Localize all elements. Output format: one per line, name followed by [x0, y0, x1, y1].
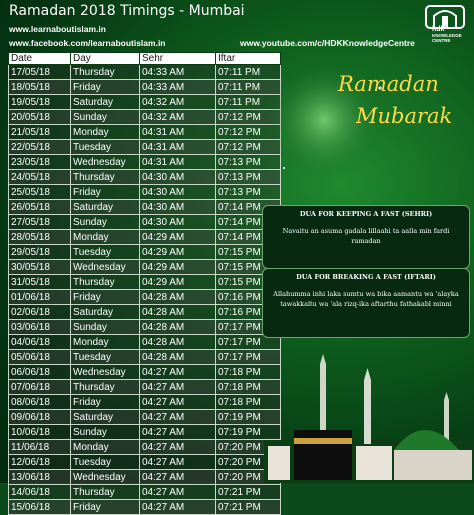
header-date: Date: [9, 53, 71, 65]
cell-date: 05/06/18: [9, 350, 71, 365]
table-row: [9, 335, 281, 350]
dua-sehri-heading: DUA FOR KEEPING A FAST (SEHRI): [299, 210, 433, 218]
cell-sehr: 04:27 AM: [140, 395, 216, 410]
cell-iftar: 07:19 PM: [216, 425, 281, 440]
cell-day: Sunday: [71, 425, 140, 440]
cell-date: 30/05/18: [9, 260, 71, 275]
cell-iftar: 07:11 PM: [216, 95, 281, 110]
table-row: [9, 500, 281, 515]
cell-sehr: 04:31 AM: [140, 140, 216, 155]
table-row: [9, 245, 281, 260]
cell-date: 20/05/18: [9, 110, 71, 125]
cell-sehr: 04:27 AM: [140, 425, 216, 440]
timings-body: [9, 65, 281, 515]
timings-table: [8, 52, 281, 515]
table-row: [9, 395, 281, 410]
cell-iftar: 07:20 PM: [216, 455, 281, 470]
dua-iftari-text: Allahumma inhi laka sumtu wa bika aamantu wa 'alayka tawakkaltu wa 'ala rizq-ika aftarthu fathakabl minni: [273, 290, 459, 308]
cell-date: 23/05/18: [9, 155, 71, 170]
cell-date: 10/06/18: [9, 425, 71, 440]
cell-sehr: 04:27 AM: [140, 440, 216, 455]
table-row: [9, 350, 281, 365]
facebook-link[interactable]: www.facebook.com/learnaboutislam.in: [9, 38, 166, 48]
table-header-row: [9, 53, 281, 65]
cell-iftar: 07:12 PM: [216, 125, 281, 140]
cell-date: 09/06/18: [9, 410, 71, 425]
cell-iftar: 07:12 PM: [216, 110, 281, 125]
cell-sehr: 04:27 AM: [140, 380, 216, 395]
header: [0, 0, 474, 52]
cell-day: Saturday: [71, 410, 140, 425]
cell-day: Friday: [71, 185, 140, 200]
cell-day: Tuesday: [71, 350, 140, 365]
dua-iftari-heading: DUA FOR BREAKING A FAST (IFTARI): [296, 273, 436, 281]
cell-date: 24/05/18: [9, 170, 71, 185]
table-row: [9, 140, 281, 155]
cell-iftar: 07:14 PM: [216, 200, 281, 215]
cell-day: Sunday: [71, 215, 140, 230]
cell-sehr: 04:28 AM: [140, 335, 216, 350]
cell-iftar: 07:11 PM: [216, 65, 281, 80]
cell-date: 04/06/18: [9, 335, 71, 350]
cell-iftar: 07:21 PM: [216, 485, 281, 500]
cell-day: Thursday: [71, 65, 140, 80]
cell-sehr: 04:30 AM: [140, 200, 216, 215]
cell-day: Friday: [71, 395, 140, 410]
table-row: [9, 80, 281, 95]
cell-day: Saturday: [71, 95, 140, 110]
cell-day: Tuesday: [71, 140, 140, 155]
cell-date: 03/06/18: [9, 320, 71, 335]
cell-sehr: 04:31 AM: [140, 155, 216, 170]
cell-iftar: 07:17 PM: [216, 320, 281, 335]
table-row: [9, 275, 281, 290]
youtube-link[interactable]: www.youtube.com/c/HDKKnowledgeCentre: [240, 38, 415, 48]
cell-sehr: 04:28 AM: [140, 350, 216, 365]
cell-sehr: 04:30 AM: [140, 170, 216, 185]
cell-iftar: 07:16 PM: [216, 305, 281, 320]
website-link[interactable]: www.learnaboutislam.in: [9, 24, 106, 34]
cell-date: 28/05/18: [9, 230, 71, 245]
cell-sehr: 04:32 AM: [140, 110, 216, 125]
table-row: [9, 380, 281, 395]
cell-iftar: 07:17 PM: [216, 335, 281, 350]
cell-day: Thursday: [71, 380, 140, 395]
cell-sehr: 04:30 AM: [140, 185, 216, 200]
table-row: [9, 470, 281, 485]
cell-iftar: 07:14 PM: [216, 215, 281, 230]
table-row: [9, 200, 281, 215]
header-sehr: Sehr: [140, 53, 216, 65]
table-row: [9, 290, 281, 305]
table-row: [9, 95, 281, 110]
cell-sehr: 04:28 AM: [140, 320, 216, 335]
cell-day: Wednesday: [71, 155, 140, 170]
cell-date: 08/06/18: [9, 395, 71, 410]
cell-day: Thursday: [71, 170, 140, 185]
kaaba-mosque-illustration: [264, 350, 474, 483]
cell-iftar: 07:18 PM: [216, 365, 281, 380]
cell-iftar: 07:13 PM: [216, 155, 281, 170]
cell-day: Wednesday: [71, 260, 140, 275]
table-row: [9, 215, 281, 230]
table-row: [9, 230, 281, 245]
cell-day: Tuesday: [71, 245, 140, 260]
cell-date: 29/05/18: [9, 245, 71, 260]
cell-iftar: 07:18 PM: [216, 380, 281, 395]
cell-iftar: 07:17 PM: [216, 350, 281, 365]
cell-date: 14/06/18: [9, 485, 71, 500]
cell-sehr: 04:28 AM: [140, 305, 216, 320]
cell-sehr: 04:29 AM: [140, 230, 216, 245]
cell-date: 07/06/18: [9, 380, 71, 395]
table-row: [9, 65, 281, 80]
table-row: [9, 185, 281, 200]
cell-iftar: 07:12 PM: [216, 140, 281, 155]
cell-sehr: 04:33 AM: [140, 80, 216, 95]
cell-date: 15/06/18: [9, 500, 71, 515]
cell-date: 13/06/18: [9, 470, 71, 485]
greeting-mubarak: Mubarak: [356, 104, 453, 128]
table-row: [9, 305, 281, 320]
table-row: [9, 125, 281, 140]
cell-date: 02/06/18: [9, 305, 71, 320]
cell-day: Monday: [71, 440, 140, 455]
cell-sehr: 04:27 AM: [140, 365, 216, 380]
cell-date: 25/05/18: [9, 185, 71, 200]
cell-iftar: 07:15 PM: [216, 260, 281, 275]
cell-date: 01/06/18: [9, 290, 71, 305]
cell-sehr: 04:32 AM: [140, 95, 216, 110]
cell-sehr: 04:29 AM: [140, 245, 216, 260]
cell-sehr: 04:27 AM: [140, 470, 216, 485]
cell-iftar: 07:15 PM: [216, 275, 281, 290]
cell-iftar: 07:15 PM: [216, 245, 281, 260]
dua-sehri-text: Navaitu an asuma gadala lillaahi ta aalla min fardi ramadan: [282, 227, 450, 245]
cell-iftar: 07:16 PM: [216, 290, 281, 305]
cell-iftar: 07:21 PM: [216, 500, 281, 515]
cell-date: 11/06/18: [9, 440, 71, 455]
cell-day: Monday: [71, 230, 140, 245]
cell-day: Thursday: [71, 275, 140, 290]
cell-day: Sunday: [71, 320, 140, 335]
cell-sehr: 04:27 AM: [140, 485, 216, 500]
cell-day: Friday: [71, 290, 140, 305]
cell-day: Tuesday: [71, 455, 140, 470]
cell-day: Saturday: [71, 200, 140, 215]
cell-date: 27/05/18: [9, 215, 71, 230]
table-row: [9, 110, 281, 125]
table-row: [9, 260, 281, 275]
dua-iftari-box: [262, 268, 470, 338]
table-row: [9, 455, 281, 470]
cell-date: 06/06/18: [9, 365, 71, 380]
header-iftar: Iftar: [216, 53, 281, 65]
cell-sehr: 04:29 AM: [140, 275, 216, 290]
cell-day: Wednesday: [71, 365, 140, 380]
table-row: [9, 440, 281, 455]
cell-date: 12/06/18: [9, 455, 71, 470]
cell-iftar: 07:20 PM: [216, 470, 281, 485]
cell-iftar: 07:20 PM: [216, 440, 281, 455]
cell-date: 21/05/18: [9, 125, 71, 140]
logo-text: hdk KNOWLEDGE CENTRE: [432, 26, 462, 43]
cell-date: 26/05/18: [9, 200, 71, 215]
greeting-ramadan: Ramadan: [338, 72, 439, 96]
table-row: [9, 155, 281, 170]
cell-iftar: 07:11 PM: [216, 80, 281, 95]
cell-sehr: 04:31 AM: [140, 125, 216, 140]
cell-iftar: 07:13 PM: [216, 170, 281, 185]
cell-iftar: 07:19 PM: [216, 410, 281, 425]
table-row: [9, 485, 281, 500]
cell-iftar: 07:18 PM: [216, 395, 281, 410]
cell-sehr: 04:27 AM: [140, 410, 216, 425]
cell-iftar: 07:14 PM: [216, 230, 281, 245]
cell-sehr: 04:27 AM: [140, 500, 216, 515]
page-title: Ramadan 2018 Timings - Mumbai: [9, 3, 245, 19]
cell-sehr: 04:33 AM: [140, 65, 216, 80]
cell-date: 19/05/18: [9, 95, 71, 110]
header-day: Day: [71, 53, 140, 65]
cell-date: 17/05/18: [9, 65, 71, 80]
cell-sehr: 04:29 AM: [140, 260, 216, 275]
table-row: [9, 170, 281, 185]
cell-day: Thursday: [71, 485, 140, 500]
table-row: [9, 425, 281, 440]
cell-day: Sunday: [71, 110, 140, 125]
cell-date: 18/05/18: [9, 80, 71, 95]
table-row: [9, 320, 281, 335]
cell-day: Saturday: [71, 305, 140, 320]
cell-day: Monday: [71, 125, 140, 140]
table-row: [9, 410, 281, 425]
cell-iftar: 07:13 PM: [216, 185, 281, 200]
cell-day: Friday: [71, 80, 140, 95]
table-row: [9, 365, 281, 380]
cell-sehr: 04:28 AM: [140, 290, 216, 305]
cell-date: 31/05/18: [9, 275, 71, 290]
cell-sehr: 04:27 AM: [140, 455, 216, 470]
cell-date: 22/05/18: [9, 140, 71, 155]
cell-day: Friday: [71, 500, 140, 515]
cell-day: Wednesday: [71, 470, 140, 485]
cell-sehr: 04:30 AM: [140, 215, 216, 230]
dua-sehri-box: [262, 205, 470, 269]
cell-day: Monday: [71, 335, 140, 350]
